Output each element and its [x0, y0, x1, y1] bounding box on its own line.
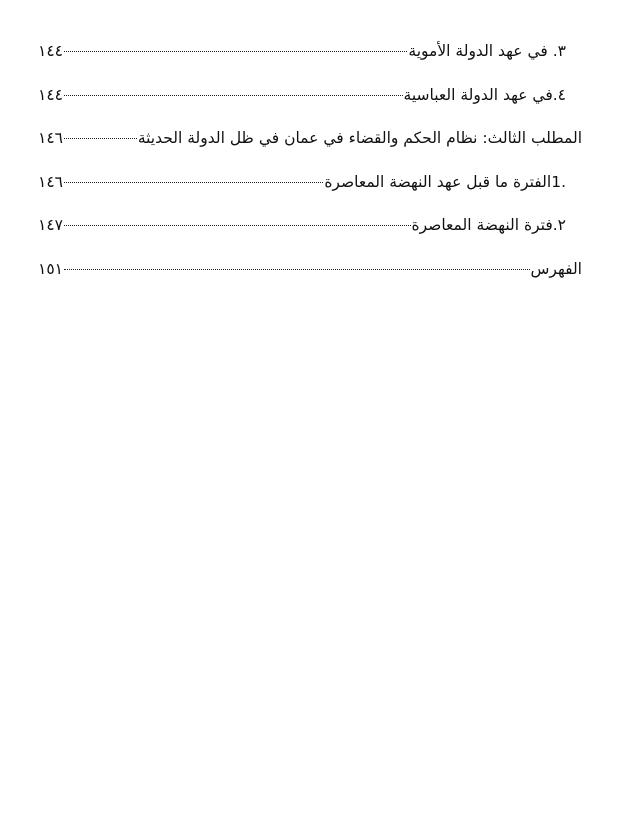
toc-entry-title: ٣. في عهد الدولة الأموية [408, 42, 566, 60]
toc-entry-umayyad [38, 36, 582, 66]
toc-entry-page: ١٤٤ [38, 42, 63, 60]
toc-entry-page: ١٤٧ [38, 216, 63, 234]
toc-entry-section-three [38, 123, 582, 153]
toc-entry-pre-renaissance [38, 167, 582, 197]
dot-leader [64, 51, 407, 52]
toc-entry-title: ٤.في عهد الدولة العباسية [403, 85, 566, 104]
dot-leader [64, 138, 137, 139]
toc-entry-title: المطلب الثالث: نظام الحكم والقضاء في عمان في ظل الدولة الحديثة [137, 129, 582, 147]
dot-leader [64, 95, 403, 96]
toc-entry-abbasid [38, 80, 582, 110]
toc-entry-title: .1الفترة ما قبل عهد النهضة المعاصرة [324, 172, 566, 191]
toc-entry-page: ١٥١ [38, 259, 63, 278]
toc-entry-title: الفهرس [530, 259, 582, 278]
toc-entry-renaissance [38, 210, 582, 240]
table-of-contents [38, 36, 582, 297]
toc-entry-page: ١٤٦ [38, 172, 63, 191]
dot-leader [64, 182, 323, 183]
toc-entry-page: ١٤٦ [38, 129, 63, 147]
dot-leader [64, 269, 530, 270]
toc-entry-page: ١٤٤ [38, 85, 63, 104]
toc-entry-title: ٢.فترة النهضة المعاصرة [411, 216, 566, 234]
toc-entry-index [38, 254, 582, 284]
dot-leader [64, 225, 411, 226]
